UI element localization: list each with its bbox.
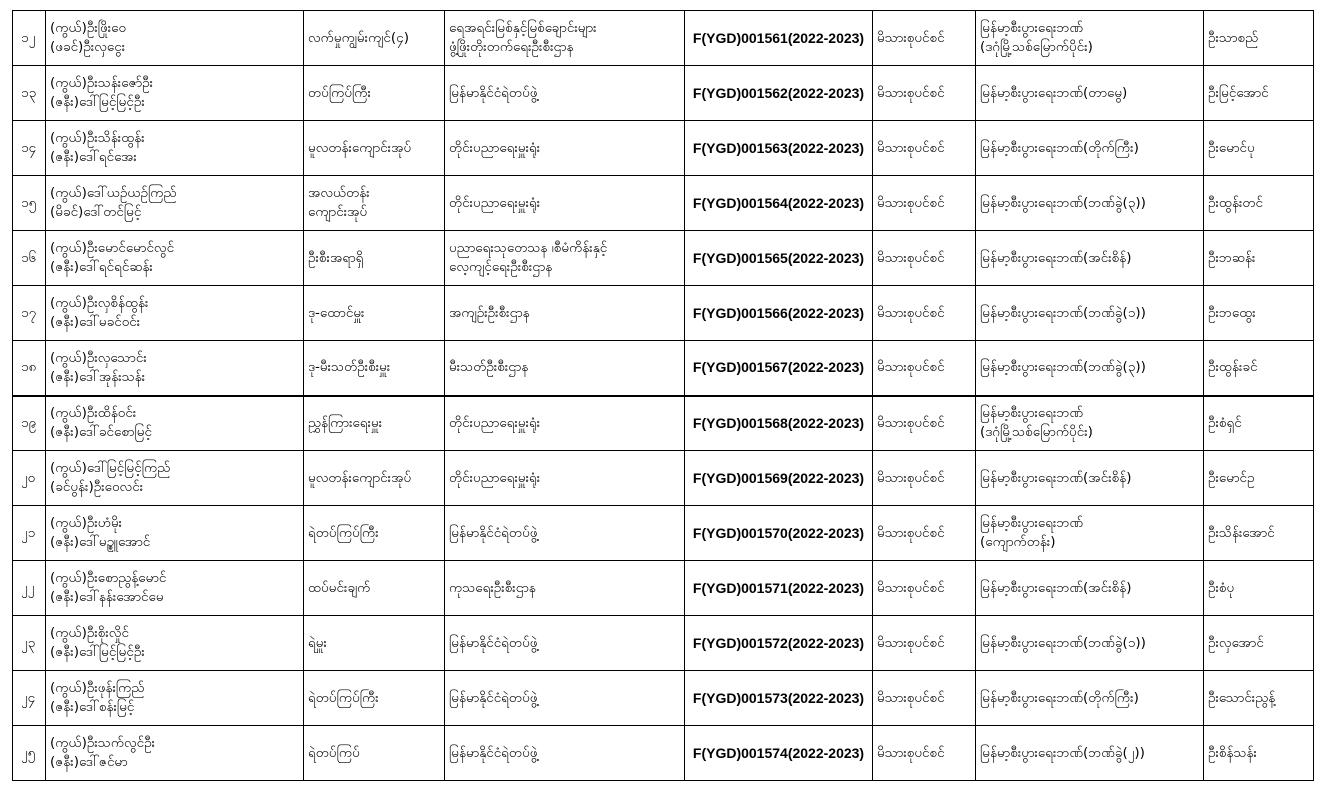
department-cell xyxy=(445,11,685,66)
department-cell xyxy=(445,451,685,506)
deceased-and-beneficiary-cell-line: (ဇနီး)ဒေါ်မြင့်မြင့်ဦး xyxy=(50,644,145,660)
department-cell-line: လေ့ကျင့်ရေးဦးစီးဌာန xyxy=(449,259,553,275)
deceased-and-beneficiary-cell xyxy=(46,561,304,616)
occupation-cell xyxy=(304,66,445,121)
occupation-cell xyxy=(304,506,445,561)
row-number-cell: ၁၅ xyxy=(13,176,46,231)
row-number-cell: ၂၀ xyxy=(13,451,46,506)
department-cell-line: တိုင်းပညာရေးမှူးရုံး xyxy=(449,414,541,431)
occupation-cell-line: ရဲတပ်ကြပ်ကြီး xyxy=(308,689,379,706)
bank-office-cell-line: မြန်မာ့စီးပွားရေးဘဏ် xyxy=(980,515,1084,531)
department-cell xyxy=(445,176,685,231)
table-row xyxy=(13,671,1314,726)
row-number-cell: ၁၄ xyxy=(13,121,46,176)
deceased-and-beneficiary-cell-line: (ကွယ်)ဦးဟံမိုး xyxy=(50,515,123,531)
table-body xyxy=(13,11,1314,781)
pension-type-cell: မိသားစုပင်စင် xyxy=(873,671,976,726)
row-number-cell: ၁၂ xyxy=(13,11,46,66)
deceased-and-beneficiary-cell xyxy=(46,616,304,671)
deceased-and-beneficiary-cell-line: (ခင်ပွန်း)ဦးဝေလင်း xyxy=(50,479,144,495)
occupation-cell-line: ကျောင်းအုပ် xyxy=(308,204,368,220)
bank-office-cell-line: (ကျောက်တန်း) xyxy=(980,534,1056,550)
table-row xyxy=(13,561,1314,616)
clerk-name-cell: ဦးထွန်းခင် xyxy=(1204,341,1314,396)
deceased-and-beneficiary-cell xyxy=(46,341,304,396)
clerk-name-cell: ဦးမောင်ပု xyxy=(1204,121,1314,176)
deceased-and-beneficiary-cell-line: (ကွယ်)ဦးလှသောင်း xyxy=(50,349,147,366)
deceased-and-beneficiary-cell-line: (ကွယ်)ဦးမောင်မောင်လွင် xyxy=(50,240,175,256)
deceased-and-beneficiary-cell-line: (ဇနီး)ဒေါ်အုန်းသန်း xyxy=(50,368,146,385)
row-number-cell: ၁၇ xyxy=(13,286,46,341)
table-row xyxy=(13,66,1314,121)
deceased-and-beneficiary-cell-line: (ဇနီး)ဒေါ်စန်းမြင့် xyxy=(50,699,135,715)
deceased-and-beneficiary-cell-line: (ကွယ်)ဦးသန်းဇော်ဦး xyxy=(50,75,154,91)
table-row xyxy=(13,231,1314,286)
deceased-and-beneficiary-cell xyxy=(46,121,304,176)
bank-office-cell xyxy=(976,451,1204,506)
department-cell-line: မြန်မာနိုင်ငံရဲတပ်ဖွဲ့ xyxy=(449,689,538,706)
bank-office-cell xyxy=(976,121,1204,176)
bank-office-cell-line: မြန်မာ့စီးပွားရေးဘဏ်(အင်းစိန်) xyxy=(980,469,1132,486)
department-cell xyxy=(445,66,685,121)
occupation-cell-line: ရဲတပ်ကြပ်ကြီး xyxy=(308,524,379,541)
row-number-cell: ၁၈ xyxy=(13,341,46,396)
occupation-cell-line: မူလတန်းကျောင်းအုပ် xyxy=(308,469,412,486)
department-cell-line: မြန်မာနိုင်ငံရဲတပ်ဖွဲ့ xyxy=(449,634,538,651)
department-cell xyxy=(445,231,685,286)
row-number-cell: ၁၉ xyxy=(13,396,46,451)
department-cell-line: မီးသတ်ဦးစီးဌာန xyxy=(449,359,529,376)
row-number-cell: ၂၃ xyxy=(13,616,46,671)
deceased-and-beneficiary-cell-line: (ကွယ်)ဦးစောညွန့်မောင် xyxy=(50,570,167,586)
clerk-name-cell: ဦးဘထွေး xyxy=(1204,286,1314,341)
clerk-name-cell: ဦးစံပု xyxy=(1204,561,1314,616)
pension-code-cell: F(YGD)001566(2022-2023) xyxy=(685,286,873,341)
row-number-cell: ၂၅ xyxy=(13,726,46,781)
pension-type-cell: မိသားစုပင်စင် xyxy=(873,286,976,341)
pension-type-cell: မိသားစုပင်စင် xyxy=(873,396,976,451)
deceased-and-beneficiary-cell-line: (ကွယ်)ဒေါ်ယဉ်ယဉ်ကြည် xyxy=(50,185,177,201)
department-cell-line: အကျဉ်းဦးစီးဌာန xyxy=(449,304,530,321)
row-number-cell: ၂၁ xyxy=(13,506,46,561)
bank-office-cell xyxy=(976,396,1204,451)
bank-office-cell-line: မြန်မာ့စီးပွားရေးဘဏ်(တိုက်ကြီး) xyxy=(980,689,1139,706)
department-cell-line: တိုင်းပညာရေးမှူးရုံး xyxy=(449,194,541,211)
deceased-and-beneficiary-cell xyxy=(46,671,304,726)
deceased-and-beneficiary-cell-line: (ကွယ်)ဦးသိန်းထွန်း xyxy=(50,130,145,146)
pension-code-cell: F(YGD)001568(2022-2023) xyxy=(685,396,873,451)
department-cell xyxy=(445,341,685,396)
bank-office-cell-line: (ဒဂုံမြို့သစ်မြောက်ပိုင်း) xyxy=(980,39,1093,55)
pension-type-cell: မိသားစုပင်စင် xyxy=(873,341,976,396)
bank-office-cell-line: (ဒဂုံမြို့သစ်မြောက်ပိုင်း) xyxy=(980,424,1093,441)
deceased-and-beneficiary-cell-line: (ဇနီး)ဒေါ်ခင်စောမြင့် xyxy=(50,424,152,441)
occupation-cell xyxy=(304,561,445,616)
pension-type-cell: မိသားစုပင်စင် xyxy=(873,506,976,561)
deceased-and-beneficiary-cell-line: (ကွယ်)ဦးသက်လွင်ဦး xyxy=(50,735,156,751)
row-number-cell: ၂၄ xyxy=(13,671,46,726)
deceased-and-beneficiary-cell-line: (ဇနီး)ဒေါ်ဇင်မာ xyxy=(50,754,128,770)
row-number-cell: ၁၆ xyxy=(13,231,46,286)
bank-office-cell xyxy=(976,66,1204,121)
deceased-and-beneficiary-cell-line: (ဇနီး)ဒေါ်ရင်ရင်ဆန်း xyxy=(50,259,153,275)
table-row xyxy=(13,726,1314,781)
pension-type-cell: မိသားစုပင်စင် xyxy=(873,616,976,671)
occupation-cell xyxy=(304,671,445,726)
clerk-name-cell: ဦးစံရှင် xyxy=(1204,396,1314,451)
occupation-cell xyxy=(304,616,445,671)
deceased-and-beneficiary-cell-line: (မိခင်)ဒေါ်တင်မြင့် xyxy=(50,204,142,220)
occupation-cell-line: မူလတန်းကျောင်းအုပ် xyxy=(308,139,412,156)
bank-office-cell-line: မြန်မာ့စီးပွားရေးဘဏ် xyxy=(980,405,1084,422)
deceased-and-beneficiary-cell-line: (ကွယ်)ဦးဖြိုးဝေ xyxy=(50,20,127,36)
clerk-name-cell: ဦးဘဆန်း xyxy=(1204,231,1314,286)
row-number-cell: ၁၃ xyxy=(13,66,46,121)
occupation-cell xyxy=(304,341,445,396)
bank-office-cell-line: မြန်မာ့စီးပွားရေးဘဏ်(အင်းစိန်) xyxy=(980,249,1132,266)
bank-office-cell xyxy=(976,286,1204,341)
department-cell-line: ရေအရင်းမြစ်နှင့်မြစ်ချောင်းများ xyxy=(449,20,597,36)
occupation-cell-line: ဦးစီးအရာရှိ xyxy=(308,249,364,266)
occupation-cell-line: ဒု-ထောင်မှူး xyxy=(308,304,365,321)
deceased-and-beneficiary-cell-line: (ကွယ်)ဦးလှစိန်ထွန်း xyxy=(50,295,149,311)
bank-office-cell-line: မြန်မာ့စီးပွားရေးဘဏ်(ဘဏ်ခွဲ(၃)) xyxy=(980,194,1146,211)
occupation-cell-line: လက်မှုကျွမ်းကျင်(၄) xyxy=(308,29,410,46)
bank-office-cell-line: မြန်မာ့စီးပွားရေးဘဏ်(အင်းစိန်) xyxy=(980,579,1132,596)
department-cell xyxy=(445,616,685,671)
deceased-and-beneficiary-cell xyxy=(46,66,304,121)
table-row xyxy=(13,286,1314,341)
pension-type-cell: မိသားစုပင်စင် xyxy=(873,66,976,121)
occupation-cell-line: ရဲမှူး xyxy=(308,634,327,651)
table-row xyxy=(13,176,1314,231)
department-cell xyxy=(445,506,685,561)
bank-office-cell-line: မြန်မာ့စီးပွားရေးဘဏ် xyxy=(980,20,1084,36)
deceased-and-beneficiary-cell xyxy=(46,726,304,781)
pension-type-cell: မိသားစုပင်စင် xyxy=(873,231,976,286)
department-cell-line: မြန်မာနိုင်ငံရဲတပ်ဖွဲ့ xyxy=(449,744,538,761)
clerk-name-cell: ဦးသာစည် xyxy=(1204,11,1314,66)
pension-code-cell: F(YGD)001563(2022-2023) xyxy=(685,121,873,176)
occupation-cell xyxy=(304,121,445,176)
department-cell-line: မြန်မာနိုင်ငံရဲတပ်ဖွဲ့ xyxy=(449,84,538,101)
bank-office-cell xyxy=(976,341,1204,396)
table-row xyxy=(13,451,1314,506)
bank-office-cell-line: မြန်မာ့စီးပွားရေးဘဏ်(ဘဏ်ခွဲ(၃)) xyxy=(980,359,1146,376)
department-cell xyxy=(445,396,685,451)
pension-type-cell: မိသားစုပင်စင် xyxy=(873,561,976,616)
table-row xyxy=(13,121,1314,176)
deceased-and-beneficiary-cell-line: (ဇနီး)ဒေါ်နန်းအောင်မေ xyxy=(50,589,164,605)
department-cell xyxy=(445,671,685,726)
pension-code-cell: F(YGD)001564(2022-2023) xyxy=(685,176,873,231)
occupation-cell xyxy=(304,231,445,286)
bank-office-cell-line: မြန်မာ့စီးပွားရေးဘဏ်(ဘဏ်ခွဲ(၂)) xyxy=(980,744,1145,761)
deceased-and-beneficiary-cell xyxy=(46,11,304,66)
department-cell-line: တိုင်းပညာရေးမှူးရုံး xyxy=(449,469,541,486)
clerk-name-cell: ဦးစိန်သန်း xyxy=(1204,726,1314,781)
department-cell xyxy=(445,561,685,616)
pension-code-cell: F(YGD)001573(2022-2023) xyxy=(685,671,873,726)
deceased-and-beneficiary-cell-line: (ဇနီး)ဒေါ်မြင့်မြင့်ဦး xyxy=(50,94,145,110)
deceased-and-beneficiary-cell-line: (ဇနီး)ဒေါ်မခင်ဝင်း xyxy=(50,314,141,330)
pension-code-cell: F(YGD)001570(2022-2023) xyxy=(685,506,873,561)
department-cell-line: ဖွံ့ဖြိုးတိုးတက်ရေးဦးစီးဌာန xyxy=(449,39,574,55)
clerk-name-cell: ဦးထွန်းတင် xyxy=(1204,176,1314,231)
pension-type-cell: မိသားစုပင်စင် xyxy=(873,176,976,231)
pension-table-container xyxy=(12,10,1313,781)
occupation-cell xyxy=(304,451,445,506)
pension-code-cell: F(YGD)001574(2022-2023) xyxy=(685,726,873,781)
clerk-name-cell: ဦးမောင်ဥ xyxy=(1204,451,1314,506)
bank-office-cell xyxy=(976,726,1204,781)
occupation-cell xyxy=(304,726,445,781)
department-cell-line: ပညာရေးသုတေသန ၊စီမံကိန်းနှင့် xyxy=(449,240,608,256)
deceased-and-beneficiary-cell xyxy=(46,506,304,561)
bank-office-cell xyxy=(976,11,1204,66)
department-cell xyxy=(445,121,685,176)
pension-type-cell: မိသားစုပင်စင် xyxy=(873,11,976,66)
occupation-cell-line: ဒု-မီးသတ်ဦးစီးမှူး xyxy=(308,359,391,376)
department-cell-line: မြန်မာနိုင်ငံရဲတပ်ဖွဲ့ xyxy=(449,524,538,541)
deceased-and-beneficiary-cell-line: (ကွယ်)ဦးထိန်ဝင်း xyxy=(50,405,137,422)
clerk-name-cell: ဦးလှအောင် xyxy=(1204,616,1314,671)
pension-type-cell: မိသားစုပင်စင် xyxy=(873,451,976,506)
department-cell xyxy=(445,286,685,341)
occupation-cell-line: ရဲတပ်ကြပ် xyxy=(308,744,360,761)
bank-office-cell xyxy=(976,506,1204,561)
department-cell-line: တိုင်းပညာရေးမှူးရုံး xyxy=(449,139,541,156)
deceased-and-beneficiary-cell xyxy=(46,451,304,506)
bank-office-cell-line: မြန်မာ့စီးပွားရေးဘဏ်(ဘဏ်ခွဲ(၁)) xyxy=(980,634,1146,651)
pension-type-cell: မိသားစုပင်စင် xyxy=(873,121,976,176)
pension-code-cell: F(YGD)001567(2022-2023) xyxy=(685,341,873,396)
clerk-name-cell: ဦးသိန်းအောင် xyxy=(1204,506,1314,561)
table-row xyxy=(13,11,1314,66)
bank-office-cell xyxy=(976,671,1204,726)
pension-code-cell: F(YGD)001561(2022-2023) xyxy=(685,11,873,66)
occupation-cell xyxy=(304,176,445,231)
occupation-cell-line: ထပ်မင်းချက် xyxy=(308,579,371,596)
occupation-cell-line: အလယ်တန်း xyxy=(308,185,370,201)
pension-code-cell: F(YGD)001571(2022-2023) xyxy=(685,561,873,616)
bank-office-cell xyxy=(976,616,1204,671)
row-number-cell: ၂၂ xyxy=(13,561,46,616)
occupation-cell-line: တပ်ကြပ်ကြီး xyxy=(308,84,371,101)
occupation-cell-line: ညွှန်ကြားရေးမှူး xyxy=(308,414,383,431)
occupation-cell xyxy=(304,396,445,451)
deceased-and-beneficiary-cell-line: (ဇနီး)ဒေါ်မဥ္စူအောင် xyxy=(50,534,151,550)
pension-type-cell: မိသားစုပင်စင် xyxy=(873,726,976,781)
occupation-cell xyxy=(304,286,445,341)
bank-office-cell xyxy=(976,176,1204,231)
table-row xyxy=(13,506,1314,561)
department-cell-line: ကုသရေးဦးစီးဌာန xyxy=(449,579,536,596)
deceased-and-beneficiary-cell xyxy=(46,396,304,451)
bank-office-cell-line: မြန်မာ့စီးပွားရေးဘဏ်(ဘဏ်ခွဲ(၁)) xyxy=(980,304,1146,321)
deceased-and-beneficiary-cell-line: (ကွယ်)ဒေါ်မြင့်မြင့်ကြည် xyxy=(50,460,171,476)
bank-office-cell xyxy=(976,231,1204,286)
deceased-and-beneficiary-cell xyxy=(46,286,304,341)
pension-code-cell: F(YGD)001562(2022-2023) xyxy=(685,66,873,121)
bank-office-cell-line: မြန်မာ့စီးပွားရေးဘဏ်(တိုက်ကြီး) xyxy=(980,139,1139,156)
bank-office-cell-line: မြန်မာ့စီးပွားရေးဘဏ်(တာမွေ) xyxy=(980,84,1128,101)
pension-table xyxy=(12,10,1314,781)
deceased-and-beneficiary-cell xyxy=(46,231,304,286)
table-row xyxy=(13,396,1314,451)
pension-code-cell: F(YGD)001569(2022-2023) xyxy=(685,451,873,506)
table-row xyxy=(13,616,1314,671)
department-cell xyxy=(445,726,685,781)
pension-code-cell: F(YGD)001565(2022-2023) xyxy=(685,231,873,286)
deceased-and-beneficiary-cell xyxy=(46,176,304,231)
clerk-name-cell: ဦးသောင်းညွန့် xyxy=(1204,671,1314,726)
clerk-name-cell: ဦးမြင့်အောင် xyxy=(1204,66,1314,121)
bank-office-cell xyxy=(976,561,1204,616)
table-row xyxy=(13,341,1314,396)
deceased-and-beneficiary-cell-line: (ကွယ်)ဦးစိုးလှိုင် xyxy=(50,625,129,641)
deceased-and-beneficiary-cell-line: (ဖခင်)ဦးလှငွေး xyxy=(50,39,126,55)
pension-code-cell: F(YGD)001572(2022-2023) xyxy=(685,616,873,671)
occupation-cell xyxy=(304,11,445,66)
deceased-and-beneficiary-cell-line: (ကွယ်)ဦးဖုန်းကြည် xyxy=(50,680,145,696)
deceased-and-beneficiary-cell-line: (ဇနီး)ဒေါ်ရင်အေး xyxy=(50,149,137,165)
